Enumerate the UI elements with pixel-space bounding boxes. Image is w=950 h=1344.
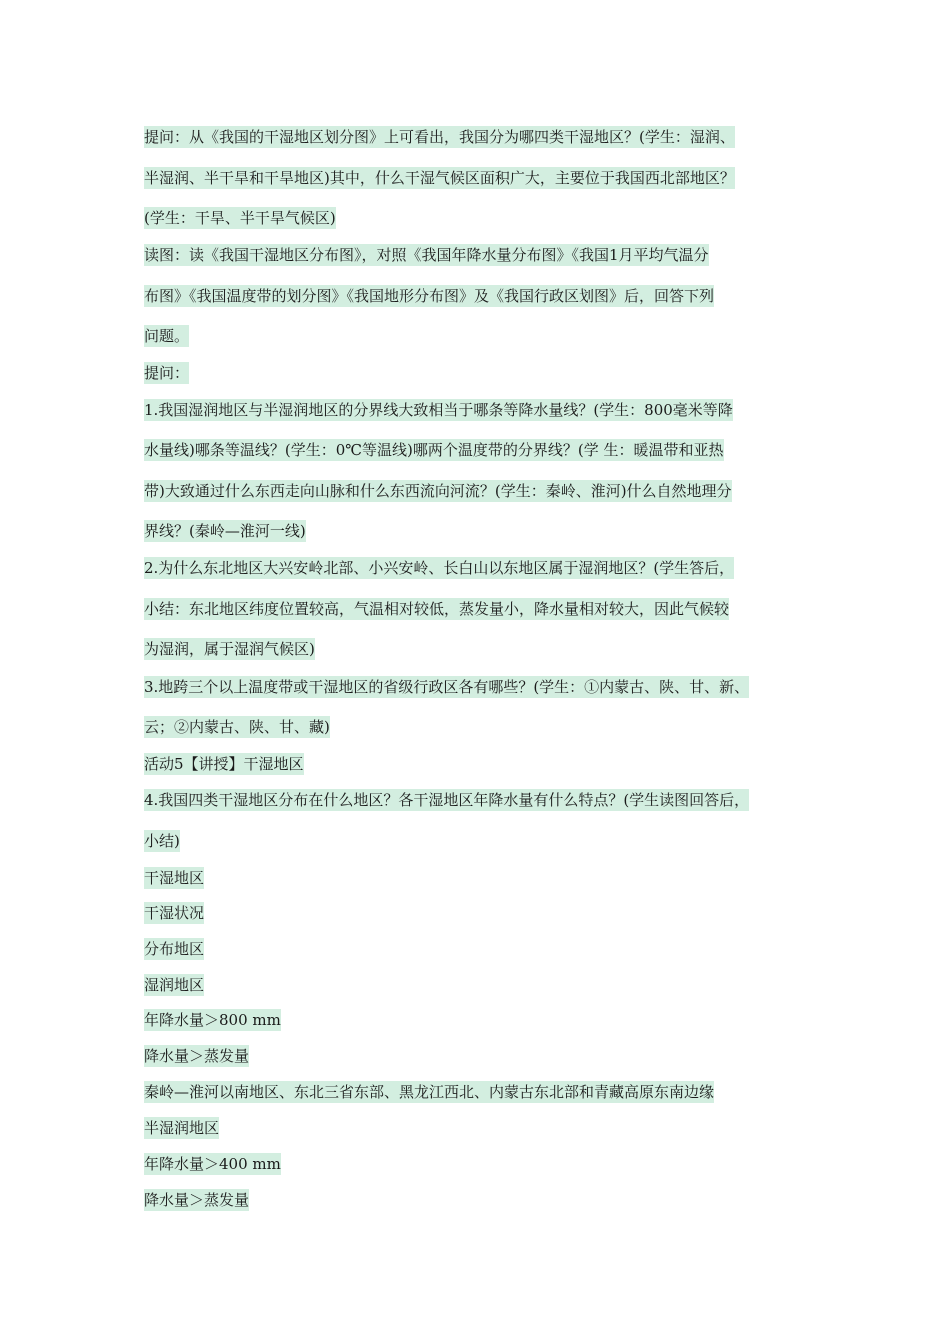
text-line: 秦岭—淮河以南地区、东北三省东部、黑龙江西北、内蒙古东北部和青藏高原东南边缘 — [144, 1083, 715, 1101]
text-line: 小结) — [144, 832, 180, 850]
text-line: 问题。 — [144, 327, 190, 345]
text-line: 读图：读《我国干湿地区分布图》，对照《我国年降水量分布图》《我国1月平均气温分 — [144, 246, 709, 264]
text-line: 3.地跨三个以上温度带或干湿地区的省级行政区各有哪些？(学生：①内蒙古、陕、甘、新、 — [144, 678, 750, 696]
text-line: 小结：东北地区纬度位置较高，气温相对较低，蒸发量小，降水量相对较大，因此气候较 — [144, 600, 730, 618]
text-line: 提问： — [144, 364, 190, 382]
text-line: 活动5【讲授】干湿地区 — [144, 755, 304, 773]
text-line: 半湿润地区 — [144, 1119, 220, 1137]
text-line: 年降水量＞800 mm — [144, 1011, 281, 1029]
text-line: (学生：干旱、半干旱气候区) — [144, 209, 336, 227]
text-line: 提问：从《我国的干湿地区划分图》上可看出，我国分为哪四类干湿地区？(学生：湿润、 — [144, 128, 735, 146]
text-line: 界线？(秦岭—淮河一线) — [144, 522, 306, 540]
text-line: 2.为什么东北地区大兴安岭北部、小兴安岭、长白山以东地区属于湿润地区？(学生答后， — [144, 559, 735, 577]
text-line: 分布地区 — [144, 940, 205, 958]
text-line: 半湿润、半干旱和干旱地区)其中，什么干湿气候区面积广大，主要位于我国西北部地区？ — [144, 169, 735, 187]
text-line: 干湿状况 — [144, 904, 205, 922]
text-line: 年降水量＞400 mm — [144, 1155, 281, 1173]
text-line: 带)大致通过什么东西走向山脉和什么东西流向河流？(学生：秦岭、淮河)什么自然地理分 — [144, 482, 732, 500]
text-line: 布图》《我国温度带的划分图》《我国地形分布图》及《我国行政区划图》后，回答下列 — [144, 287, 715, 305]
text-line: 为湿润，属于湿润气候区) — [144, 640, 315, 658]
text-line: 1.我国湿润地区与半湿润地区的分界线大致相当于哪条等降水量线？(学生：800毫米等降 — [144, 401, 733, 419]
text-line: 降水量＞蒸发量 — [144, 1047, 250, 1065]
text-line: 4.我国四类干湿地区分布在什么地区？各干湿地区年降水量有什么特点？(学生读图回答后， — [144, 791, 750, 809]
text-line: 湿润地区 — [144, 976, 205, 994]
text-line: 干湿地区 — [144, 869, 205, 887]
text-line: 降水量＞蒸发量 — [144, 1191, 250, 1209]
text-line: 水量线)哪条等温线？(学生：0℃等温线)哪两个温度带的分界线？(学 生：暖温带和亚热 — [144, 441, 724, 459]
text-line: 云；②内蒙古、陕、甘、藏) — [144, 718, 330, 736]
